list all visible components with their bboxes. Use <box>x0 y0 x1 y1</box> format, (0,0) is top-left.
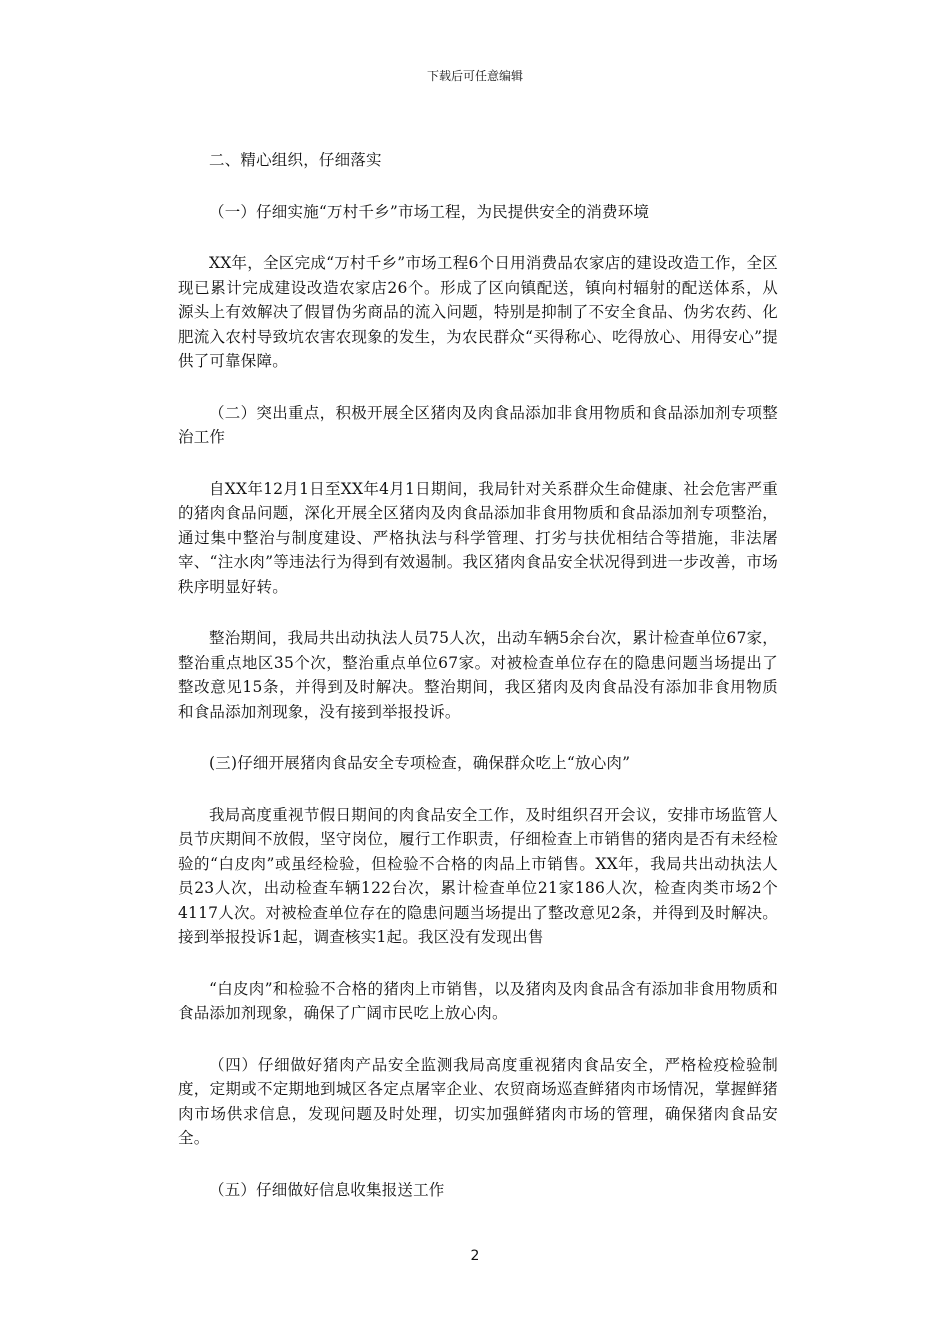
header-note: 下载后可任意编辑 <box>426 69 523 83</box>
subsection-heading-5: （五）仔细做好信息收集报送工作 <box>209 1180 445 1199</box>
document-body <box>178 148 778 1229</box>
body-paragraph: 我局高度重视节假日期间的肉食品安全工作，及时组织召开会议，安排市场监管人员节庆期间不放假，坚守岗位，履行工作职责，仔细检查上市销售的猪肉是否有未经检验的“白皮肉”或虽经检验，但检验不合格的肉品上市销售。XX年，我局共出动执法人员23人次，出动检查车辆122台次，累计检查单位21家186人次，检查肉类市场2个4117人次。对被检查单位存在的隐患问题当场提出了整改意见2条，并得到及时解决。接到举报投诉1起，调查核实1起。我区没有发现出售 <box>178 805 778 946</box>
body-paragraph: “白皮肉”和检验不合格的猪肉上市销售，以及猪肉及肉食品含有添加非食用物质和食品添加剂现象，确保了广阔市民吃上放心肉。 <box>178 979 778 1022</box>
body-paragraph: 自XX年12月1日至XX年4月1日期间，我局针对关系群众生命健康、社会危害严重的猪肉食品问题，深化开展全区猪肉及肉食品添加非食用物质和食品添加剂专项整治，通过集中整治与制度建设、严格执法与科学管理、打劣与扶优相结合等措施，非法屠宰、“注水肉”等违法行为得到有效遏制。我区猪肉食品安全状况得到进一步改善，市场秩序明显好转。 <box>178 479 778 596</box>
section-heading: 二、精心组织，仔细落实 <box>209 151 382 169</box>
subsection-heading-3: (三)仔细开展猪肉食品安全专项检查，确保群众吃上“放心肉” <box>209 754 631 772</box>
body-paragraph: （四）仔细做好猪肉产品安全监测我局高度重视猪肉食品安全，严格检疫检验制度，定期或不定期地到城区各定点屠宰企业、农贸商场巡查鲜猪肉市场情况，掌握鲜猪肉市场供求信息，发现问题及时处理，切实加强鲜猪肉市场的管理，确保猪肉食品安全。 <box>178 1055 778 1147</box>
body-paragraph: 整治期间，我局共出动执法人员75人次，出动车辆5余台次，累计检查单位67家，整治重点地区35个次，整治重点单位67家。对被检查单位存在的隐患问题当场提出了整改意见15条，并得到及时解决。整治期间，我区猪肉及肉食品没有添加非食用物质和食品添加剂现象，没有接到举报投诉。 <box>178 629 778 721</box>
body-paragraph: XX年，全区完成“万村千乡”市场工程6个日用消费品农家店的建设改造工作，全区现已累计完成建设改造农家店26个。形成了区向镇配送，镇向村辐射的配送体系，从源头上有效解决了假冒伪劣商品的流入问题，特别是抑制了不安全食品、伪劣农药、化肥流入农村导致坑农害农现象的发生，为农民群众“买得称心、吃得放心、用得安心”提供了可靠保障。 <box>178 254 778 370</box>
subsection-heading-2: （二）突出重点，积极开展全区猪肉及肉食品添加非食用物质和食品添加剂专项整治工作 <box>178 403 778 446</box>
page-number: 2 <box>470 1248 480 1264</box>
subsection-heading-1: （一）仔细实施“万村千乡”市场工程，为民提供安全的消费环境 <box>209 202 650 221</box>
